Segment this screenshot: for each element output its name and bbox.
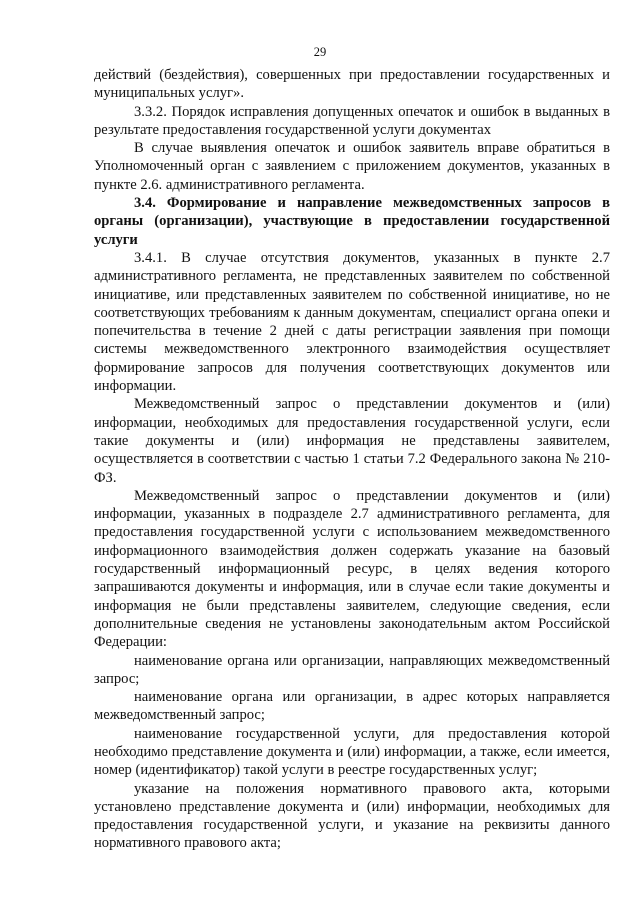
paragraph-error-correction: В случае выявления опечаток и ошибок заявитель вправе обратиться в Уполномоченный орган с заявлением с приложением документов, указанных в пункте 2.6. административного регламента. — [94, 140, 610, 193]
page-number: 29 — [313, 45, 327, 59]
paragraph-3-4-1: 3.4.1. В случае отсутствия документов, указанных в пункте 2.7 административного регламента, не представленных заявителем по собственной инициативе, или представленных заявителем по собственной инициативе, но не соответствующих требованиям к данным документам, специалист органа опеки и попечительства в течение 2 дней с даты регистрации заявления при помощи системы межведомственного электронного взаимодействия осуществляет формирование запросов для получения соответствующих документов или информации. — [94, 249, 610, 395]
section-heading-3-4: 3.4. Формирование и направление межведомственных запросов в органы (организации), участвующие в предоставлении государственной услуги — [94, 195, 610, 248]
paragraph-continuation: действий (бездействия), совершенных при предоставлении государственных и муниципальных услуг». — [94, 67, 610, 102]
paragraph-3-3-2-heading: 3.3.2. Порядок исправления допущенных опечаток и ошибок в выданных в результате предоставления государственной услуги документах — [94, 103, 610, 138]
paragraph-request-contents: Межведомственный запрос о представлении документов и (или) информации, указанных в подразделе 2.7 административного регламента, для предоставления государственной услуги с использованием межведомственного информационного взаимодействия должен содержать указание на базовый государственный информационный ресурс, в целях ведения которого запрашиваются документы и информация, или в случае если такие документы и информация не были представлены заявителем, следующие сведения, если дополнительные сведения не установлены законодательным актом Российской Федерации: — [94, 487, 610, 651]
list-item-legal-act: указание на положения нормативного правового акта, которыми установлено представление документа и (или) информации, необходимых для предоставления государственной услуги, и указание на реквизиты данного нормативного правового акта; — [94, 780, 610, 852]
document-body — [94, 66, 610, 853]
list-item-service-name: наименование государственной услуги, для предоставления которой необходимо представление документа и (или) информации, а также, если имеется, номер (идентификатор) такой услуги в реестре государственных услуг; — [94, 725, 610, 779]
list-item-sender-name: наименование органа или организации, направляющих межведомственный запрос; — [94, 652, 610, 687]
list-item-recipient-name: наименование органа или организации, в адрес которых направляется межведомственный запрос; — [94, 689, 610, 724]
paragraph-interagency-request: Межведомственный запрос о представлении документов и (или) информации, необходимых для предоставления государственной услуги, если такие документы и (или) информация не представлены заявителем, осуществляется в соответствии с частью 1 статьи 7.2 Федерального закона № 210-ФЗ. — [94, 396, 610, 486]
